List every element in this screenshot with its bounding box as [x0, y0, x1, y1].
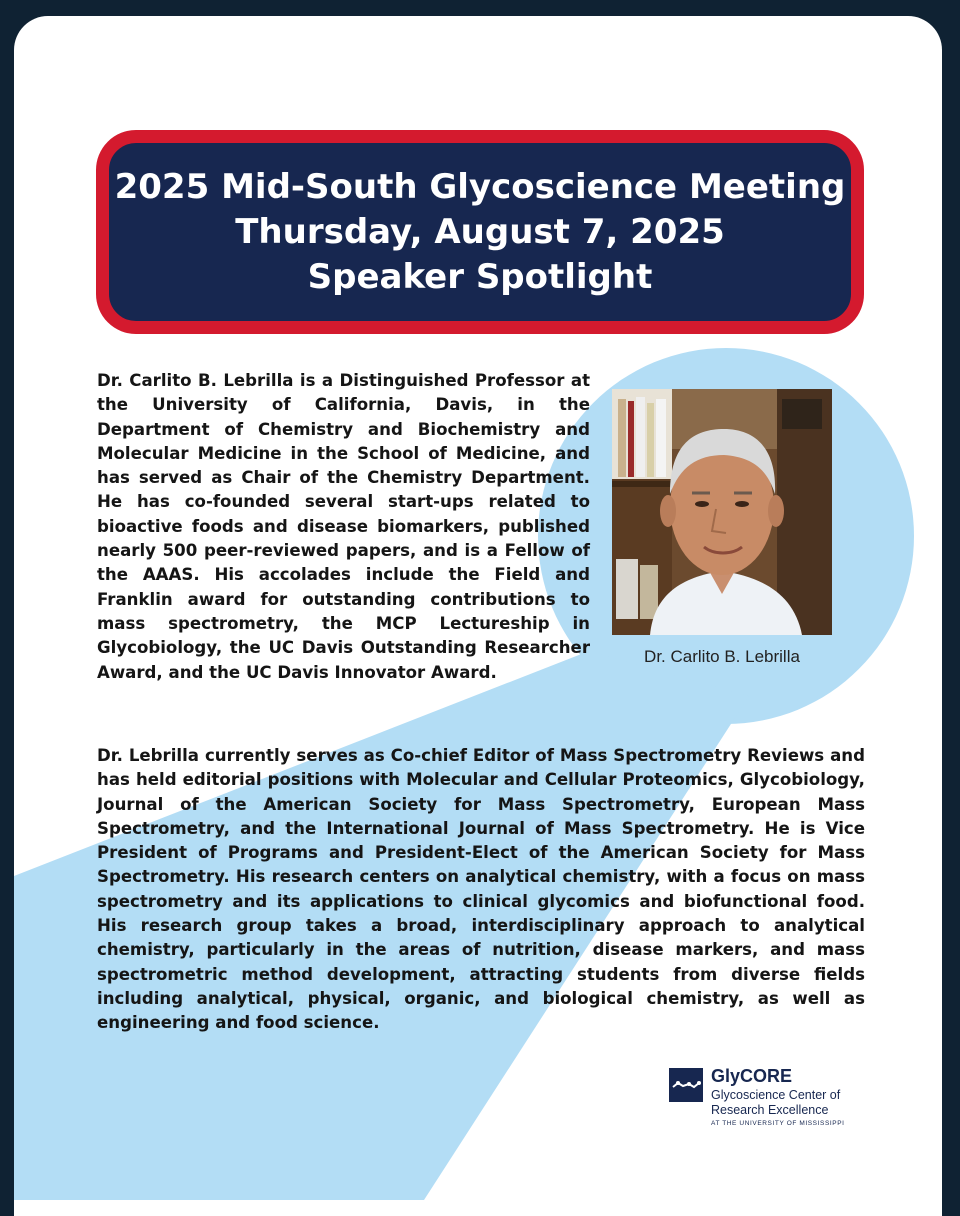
- event-date: Thursday, August 7, 2025: [235, 211, 725, 252]
- photo-caption: Dr. Carlito B. Lebrilla: [644, 647, 800, 666]
- spotlight-label: Speaker Spotlight: [307, 256, 653, 297]
- bio-paragraph-1: Dr. Carlito B. Lebrilla is a Distinguished Professor at the University of California, Davis, in the Department of Chemistry and Biochemistry and Molecular Medicine in the School of Medicine, and has served as Chair of the Chemistry Department. He has co-founded several start-ups related to bioactive foods and disease biomarkers, published nearly 500 peer-reviewed papers, and is a Fellow of the AAAS. His accolades include the Field and Franklin award for outstanding contributions to mass spectrometry, the MCP Lectureship in Glycobiology, the UC Davis Outstanding Researcher Award, and the UC Davis Innovator Award.: [97, 371, 590, 682]
- bio-paragraph-2: Dr. Lebrilla currently serves as Co-chief Editor of Mass Spectrometry Reviews and has held editorial positions with Molecular and Cellular Proteomics, Glycobiology, Journal of the American Society for Mass Spectrometry, European Mass Spectrometry, and the International Journal of Mass Spectrometry. He is Vice President of Programs and President-Elect of the American Society for Mass Spectrometry. His research centers on analytical chemistry, with a focus on mass spectrometry and its applications to clinical glycomics and biofunctional food. His research group takes a broad, interdisciplinary approach to analytical chemistry, particularly in the areas of nutrition, disease markers, and mass spectrometric method development, attracting students from diverse fields including analytical, physical, organic, and biological chemistry, as well as engineering and food science.: [97, 746, 865, 1033]
- title-banner: [96, 130, 864, 334]
- logo-name: GlyCORE: [711, 1066, 793, 1086]
- poster-card: [14, 16, 942, 1216]
- glycore-logo-icon: [669, 1068, 703, 1102]
- event-title: 2025 Mid-South Glycoscience Meeting: [114, 166, 846, 207]
- logo-tagline: Glycoscience Center of Research Excellence: [711, 1088, 841, 1117]
- logo-subline: AT THE UNIVERSITY OF MISSISSIPPI: [711, 1120, 845, 1127]
- glycore-logo: [669, 1066, 869, 1136]
- speaker-photo: [612, 389, 832, 635]
